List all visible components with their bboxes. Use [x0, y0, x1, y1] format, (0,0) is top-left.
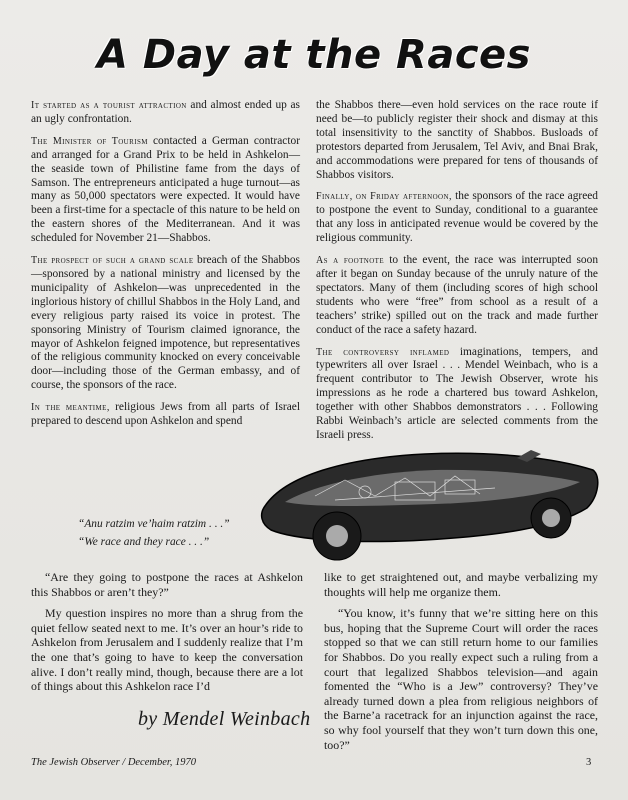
- intro-paragraph: The prospect of such a grand scale breach of the Shabbos—sponsored by a national ministry and licensed by the municipality of Ashkelon—was unprecedented in the inglorious history of chillul Shabbos in the Holy Land, and every religious party raised its voice in protest. The sponsoring Ministry of Tourism claimed ignorance, the mayor of Ashkelon feigned impotence, but representatives of the religious community knocked on every conceivable door—including those of the German embassy, and of course, the sponsors of the race.: [31, 254, 300, 392]
- author-byline: by Mendel Weinbach: [138, 708, 311, 730]
- race-car-illustration: [255, 436, 605, 568]
- body-paragraph: “You know, it’s funny that we’re sitting here on this bus, hoping that the Supreme Court will order the races stopped so that we can still return home to our families for Shabbos. Do you really expect such a ruling from a court that legalized Shabbos television—and again fomented the “Who is a Jew” controversy? They’ve already turned down a plea from religious neighbors of the Barne’a racetrack for an injunction against the race, so why fool yourself that they won’t turn down this one, too?”: [324, 606, 598, 752]
- body-paragraph: My question inspires no more than a shrug from the quiet fellow seated next to me. It’s over an hour’s ride to Ashkelon from Jerusalem and I suddenly realize that I’m the one that’s going to have to keep the conversation alive. I don’t really mind, though, because there are a lot of things about this Ashkelon race I’d: [31, 606, 303, 694]
- article-title: A Day at the Races: [97, 32, 531, 78]
- publication-footer: The Jewish Observer / December, 1970: [31, 757, 197, 768]
- intro-paragraph: The controversy inflamed imaginations, tempers, and typewriters all over Israel . . . Mendel Weinbach, who is a frequent contributor to The Jewish Observer, wrote his impressions as he rode a chartered bus toward Ashkelon, together with other Shabbos demonstrators . . . Following Rabbi Weinbach’s article are selected comments from the Israeli press.: [316, 345, 598, 441]
- intro-paragraph: It started as a tourist attraction and almost ended up as an ugly confrontation.: [31, 99, 300, 125]
- body-paragraph: like to get straightened out, and maybe verbalizing my thoughts will help me organize them.: [324, 570, 598, 599]
- image-caption: “Anu ratzim ve’haim ratzim . . .” “We race and they race . . .”: [78, 518, 230, 548]
- intro-paragraph: In the meantime, religious Jews from all parts of Israel prepared to descend upon Ashkelon and spend: [31, 401, 300, 428]
- body-column-right: [324, 570, 598, 759]
- body-paragraph: “Are they going to postpone the races at Ashkelon this Shabbos or aren’t they?”: [31, 570, 303, 599]
- page-number: 3: [586, 757, 592, 768]
- intro-paragraph: Finally, on Friday afternoon, the sponsors of the race agreed to postpone the event to Sunday, conditional to a guarantee that any loss in anticipated revenue would be covered by the religious community.: [316, 190, 599, 245]
- body-column-left: [31, 570, 303, 701]
- intro-paragraph: The Minister of Tourism contacted a German contractor and arranged for a Grand Prix to be held in Ashkelon— the seaside town of Philistine fame from the days of Samson. The entrepreneurs anticipated a huge turnout—as many as 50,000 spectators were expected. It would have been a first-time for a spectacle of this nature to be held on the eastern shores of the Mediterranean. And it was scheduled for November 21—Shabbos.: [31, 134, 300, 245]
- intro-column-left: [31, 99, 300, 437]
- intro-paragraph: the Shabbos there—even hold services on the race route if need be—to publicly register their shock and dismay at this total insensitivity to the sanctity of Shabbos. Busloads of protestors departed from Jerusalem, Tel Aviv, and Bnai Brak, and accommodations were prepared for tens of thousands of Shabbos visitors.: [316, 99, 598, 181]
- intro-column-right: [316, 99, 598, 451]
- intro-paragraph: As a footnote to the event, the race was interrupted soon after it began on Sunday because of the unruly nature of the spectators. Many of them (including scores of high school students who were “free” from school as a result of a teachers’ strike) spilled out on the track and made further conduct of the race a safety hazard.: [316, 254, 599, 336]
